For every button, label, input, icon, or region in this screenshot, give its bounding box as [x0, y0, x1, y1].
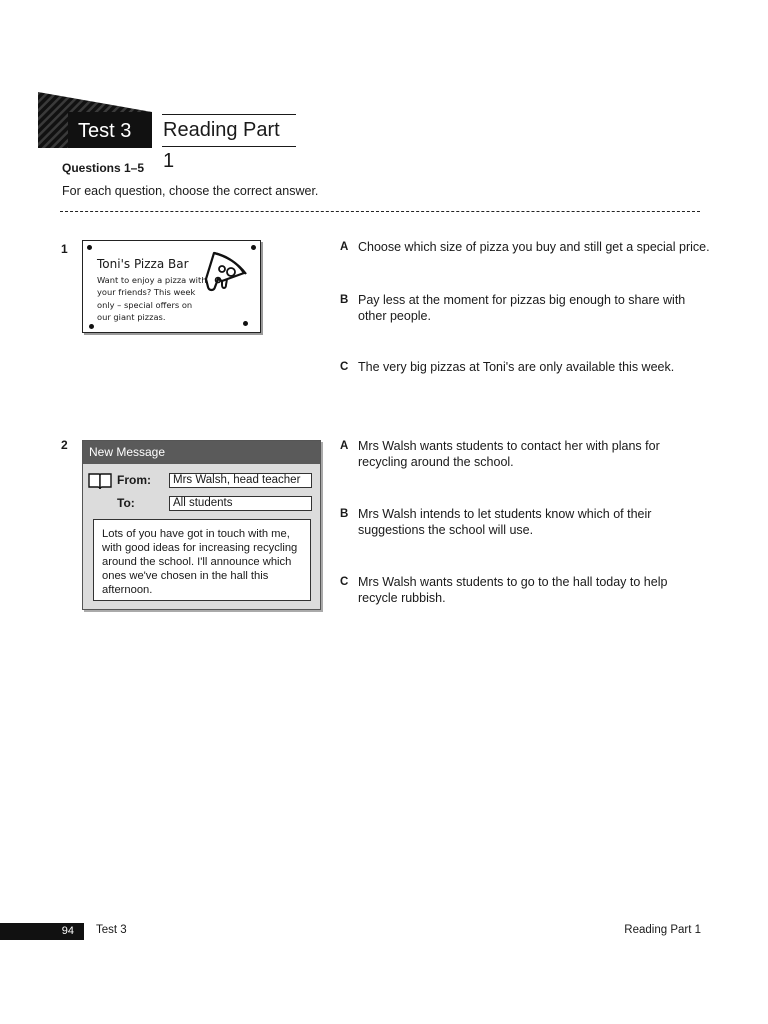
questions-heading: Questions 1–5	[62, 161, 145, 175]
question-number-1: 1	[61, 242, 68, 256]
footer-test-label: Test 3	[96, 924, 127, 936]
question-2-option-c[interactable]	[340, 575, 710, 606]
pizza-slice-icon	[200, 247, 248, 305]
pizza-sign	[82, 240, 261, 333]
pin-icon	[243, 321, 248, 326]
from-label: From:	[117, 473, 151, 487]
section-divider	[60, 211, 700, 212]
option-text: Mrs Walsh wants students to go to the hall today to help recycle rubbish.	[358, 575, 668, 605]
page-number: 94	[61, 925, 74, 937]
option-text: Pay less at the moment for pizzas big enough to share with other people.	[358, 293, 686, 323]
option-letter: A	[340, 440, 349, 452]
option-letter: B	[340, 508, 349, 520]
to-field: All students	[169, 496, 312, 511]
test-label: Test 3	[78, 120, 132, 142]
to-label: To:	[117, 496, 135, 510]
email-body: Lots of you have got in touch with me, with good ideas for increasing recycling around the school. I'll announce which ones we've chosen in the hall this afternoon.	[93, 519, 311, 601]
footer-part-label: Reading Part 1	[624, 924, 701, 936]
option-letter: A	[340, 241, 349, 253]
instructions: For each question, choose the correct answer.	[62, 184, 319, 198]
question-1-option-c[interactable]	[340, 360, 710, 376]
option-letter: C	[340, 576, 349, 588]
pin-icon	[89, 324, 94, 329]
question-1-option-b[interactable]	[340, 293, 710, 324]
pin-icon	[251, 245, 256, 250]
option-letter: B	[340, 294, 349, 306]
option-text: Mrs Walsh wants students to contact her with plans for recycling around the school.	[358, 439, 660, 469]
pin-icon	[87, 245, 92, 250]
question-2-option-b[interactable]	[340, 507, 710, 538]
option-text: Choose which size of pizza you buy and still get a special price.	[358, 240, 710, 254]
sign-body: Want to enjoy a pizza with your friends? This week only – special offers on our giant pizzas.	[97, 275, 207, 322]
question-2-option-a[interactable]	[340, 439, 710, 470]
option-letter: C	[340, 361, 349, 373]
part-title: Reading Part 1	[162, 114, 296, 147]
option-text: Mrs Walsh intends to let students know which of their suggestions the school will use.	[358, 507, 652, 537]
email-window	[82, 440, 321, 610]
question-1-option-a[interactable]	[340, 240, 710, 256]
sign-title: Toni's Pizza Bar	[97, 257, 189, 271]
email-titlebar: New Message	[83, 441, 320, 464]
address-book-icon	[88, 472, 112, 490]
option-text: The very big pizzas at Toni's are only available this week.	[358, 360, 675, 374]
footer-page-tab	[0, 923, 84, 940]
question-number-2: 2	[61, 438, 68, 452]
from-field: Mrs Walsh, head teacher	[169, 473, 312, 488]
